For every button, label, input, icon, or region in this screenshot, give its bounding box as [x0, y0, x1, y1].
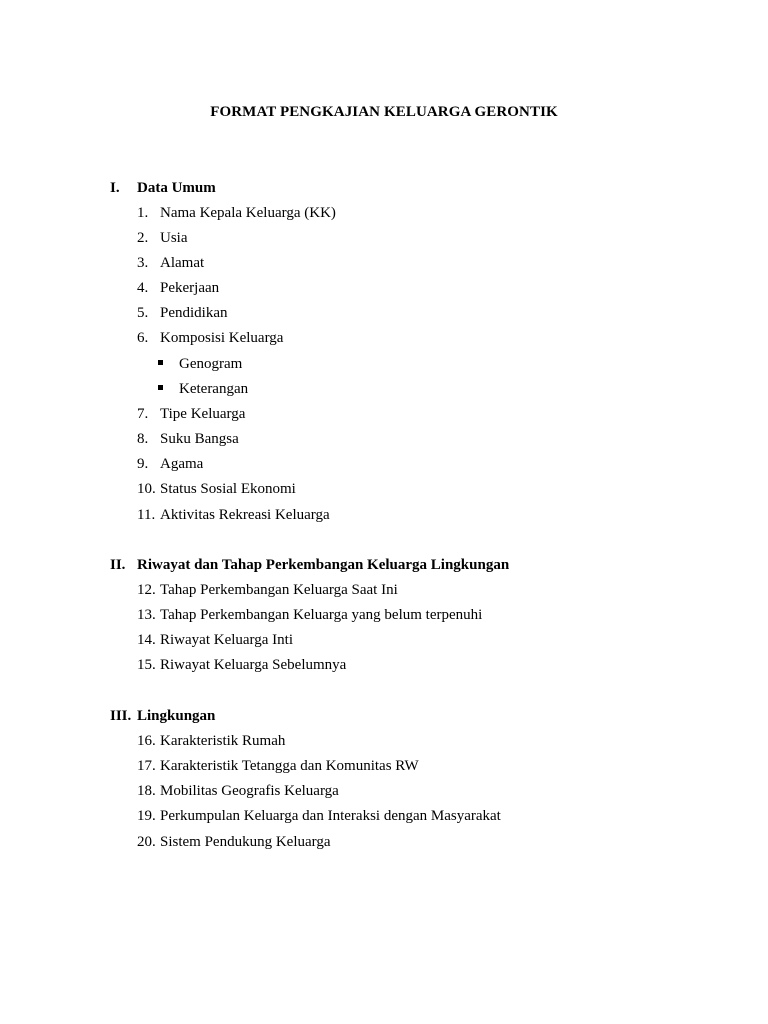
list-item [137, 479, 296, 499]
item-label: Tahap Perkembangan Keluarga Saat Ini [160, 582, 398, 598]
section-numeral: I. [110, 180, 120, 196]
square-bullet-icon [158, 360, 163, 365]
list-item [137, 303, 228, 323]
item-label: Suku Bangsa [160, 431, 239, 447]
item-label: Riwayat Keluarga Sebelumnya [160, 657, 347, 673]
item-number: 10. [137, 481, 156, 497]
item-number: 8. [137, 431, 149, 447]
list-item [137, 454, 203, 474]
section-heading-lingkungan [110, 706, 215, 726]
list-item [137, 328, 283, 348]
section-title: Data Umum [137, 180, 216, 196]
item-number: 3. [137, 255, 149, 271]
list-item [137, 429, 239, 449]
list-item [137, 278, 219, 298]
section-heading-riwayat [110, 555, 509, 575]
item-label: Nama Kepala Keluarga (KK) [160, 205, 336, 221]
item-number: 20. [137, 834, 156, 850]
item-number: 9. [137, 456, 149, 472]
item-number: 11. [137, 507, 156, 523]
list-item [137, 630, 293, 650]
item-label: Sistem Pendukung Keluarga [160, 834, 331, 850]
item-label: Usia [160, 230, 188, 246]
item-number: 6. [137, 330, 149, 346]
section-numeral: II. [110, 557, 126, 573]
item-number: 4. [137, 280, 149, 296]
section-numeral: III. [110, 708, 132, 724]
item-label: Tahap Perkembangan Keluarga yang belum terpenuhi [160, 607, 483, 623]
item-label: Aktivitas Rekreasi Keluarga [160, 507, 330, 523]
list-item [137, 580, 398, 600]
item-number: 2. [137, 230, 149, 246]
list-item [137, 505, 330, 525]
list-item [137, 781, 339, 801]
item-number: 5. [137, 305, 149, 321]
item-number: 17. [137, 758, 156, 774]
section-title: Riwayat dan Tahap Perkembangan Keluarga Lingkungan [137, 557, 510, 573]
section-title: Lingkungan [137, 708, 216, 724]
item-label: Riwayat Keluarga Inti [160, 632, 294, 648]
list-item [137, 605, 482, 625]
list-item [137, 655, 346, 675]
item-label: Pendidikan [160, 305, 228, 321]
document-title: FORMAT PENGKAJIAN KELUARGA GERONTIK [210, 104, 558, 120]
list-item [137, 203, 336, 223]
item-label: Status Sosial Ekonomi [160, 481, 296, 497]
item-label: Agama [160, 456, 204, 472]
item-label: Pekerjaan [160, 280, 220, 296]
list-item [137, 806, 501, 826]
item-label: Tipe Keluarga [160, 406, 246, 422]
list-item [137, 731, 285, 751]
list-item [137, 253, 204, 273]
item-label: Perkumpulan Keluarga dan Interaksi dengan Masyarakat [160, 808, 501, 824]
list-item [137, 756, 419, 776]
item-number: 18. [137, 783, 156, 799]
item-label: Karakteristik Tetangga dan Komunitas RW [160, 758, 419, 774]
item-number: 1. [137, 205, 149, 221]
item-label: Karakteristik Rumah [160, 733, 286, 749]
item-label: Komposisi Keluarga [160, 330, 284, 346]
item-number: 7. [137, 406, 149, 422]
item-number: 19. [137, 808, 156, 824]
sub-list-item [158, 354, 242, 374]
sub-item-label: Genogram [179, 356, 243, 372]
square-bullet-icon [158, 385, 163, 390]
sub-item-label: Keterangan [179, 381, 249, 397]
list-item [137, 228, 188, 248]
item-label: Mobilitas Geografis Keluarga [160, 783, 339, 799]
item-label: Alamat [160, 255, 205, 271]
item-number: 16. [137, 733, 156, 749]
section-heading-data-umum [110, 178, 216, 198]
item-number: 15. [137, 657, 156, 673]
sub-list-item [158, 379, 248, 399]
item-number: 14. [137, 632, 156, 648]
item-number: 13. [137, 607, 156, 623]
item-number: 12. [137, 582, 156, 598]
list-item [137, 404, 245, 424]
list-item [137, 832, 331, 852]
